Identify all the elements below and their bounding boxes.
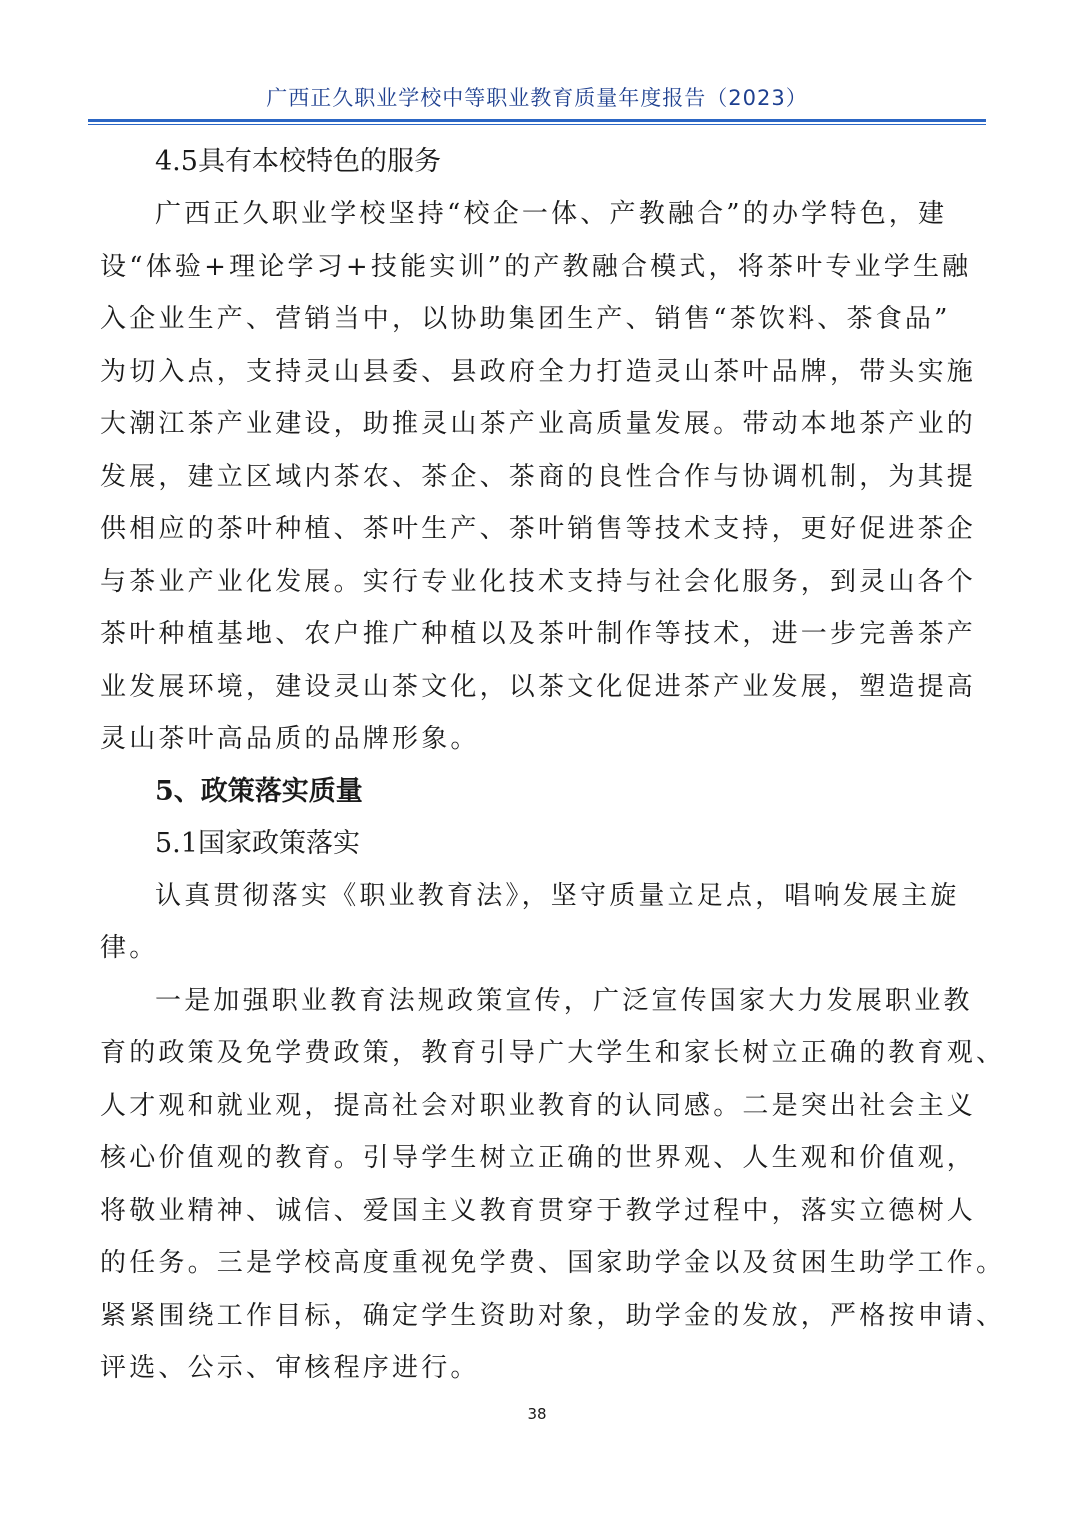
header-divider-thin	[88, 124, 986, 125]
section-5-1-paragraph-2	[100, 975, 1006, 1395]
paragraph-line: 茶叶种植基地、农户推广种植以及茶叶制作等技术，进一步完善茶产	[100, 619, 977, 649]
page-body	[100, 136, 1006, 1395]
paragraph-line: 律。	[100, 933, 159, 963]
paragraph-line: 核心价值观的教育。引导学生树立正确的世界观、人生观和价值观，	[100, 1143, 977, 1173]
paragraph-line: 大潮江茶产业建设，助推灵山茶产业高质量发展。带动本地茶产业的	[100, 409, 977, 439]
section-5-heading: 5、政策落实质量	[155, 775, 363, 807]
paragraph-line: 一是加强职业教育法规政策宣传，广泛宣传国家大力发展职业教	[155, 985, 973, 1016]
paragraph-line: 灵山茶叶高品质的品牌形象。	[100, 724, 480, 754]
section-5-1-heading: 5.1国家政策落实	[155, 827, 360, 859]
paragraph-line: 入企业生产、营销当中，以协助集团生产、销售“茶饮料、茶食品”	[100, 304, 951, 334]
paragraph-line: 人才观和就业观，提高社会对职业教育的认同感。二是突出社会主义	[100, 1090, 977, 1121]
paragraph-line: 评选、公示、审核程序进行。	[100, 1353, 480, 1383]
paragraph-line: 认真贯彻落实《职业教育法》，坚守质量立足点，唱响发展主旋	[155, 880, 960, 911]
paragraph-line: 设“体验+理论学习+技能实训”的产教融合模式，将茶叶专业学生融	[100, 251, 972, 282]
paragraph-line: 与茶业产业化发展。实行专业化技术支持与社会化服务，到灵山各个	[100, 566, 977, 597]
section-5-1-paragraph-1	[100, 870, 1000, 975]
section-4-5-heading: 4.5具有本校特色的服务	[155, 146, 441, 177]
paragraph-line: 业发展环境，建设灵山茶文化，以茶文化促进茶产业发展，塑造提高	[100, 671, 977, 702]
paragraph-line: 育的政策及免学费政策，教育引导广大学生和家长树立正确的教育观、	[100, 1038, 1006, 1068]
paragraph-line: 为切入点，支持灵山县委、县政府全力打造灵山茶叶品牌，带头实施	[100, 356, 977, 387]
paragraph-line: 紧紧围绕工作目标，确定学生资助对象，助学金的发放，严格按申请、	[100, 1300, 1006, 1331]
paragraph-line: 广西正久职业学校坚持“校企一体、产教融合”的办学特色，建	[155, 199, 948, 229]
paragraph-line: 供相应的茶叶种植、茶叶生产、茶叶销售等技术支持，更好促进茶企	[100, 514, 977, 544]
page-number: 38	[527, 1405, 547, 1423]
paragraph-line: 发展，建立区域内茶农、茶企、茶商的良性合作与协调机制，为其提	[100, 461, 977, 492]
section-4-5-paragraph	[100, 188, 1000, 766]
paragraph-line: 将敬业精神、诚信、爱国主义教育贯穿于教学过程中，落实立德树人	[100, 1195, 977, 1226]
report-header-title: 广西正久职业学校中等职业教育质量年度报告（2023）	[266, 86, 808, 110]
header-divider-thick	[88, 119, 986, 122]
paragraph-line: 的任务。三是学校高度重视免学费、国家助学金以及贫困生助学工作。	[100, 1248, 1006, 1278]
